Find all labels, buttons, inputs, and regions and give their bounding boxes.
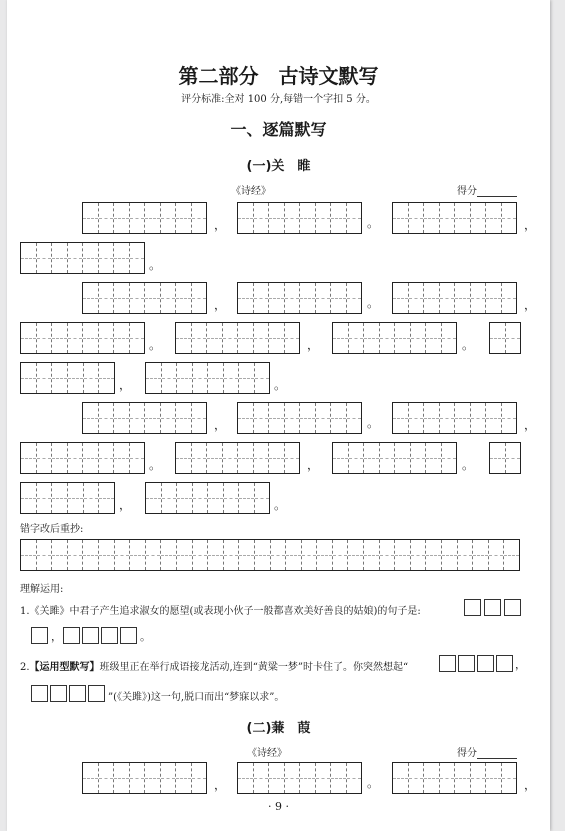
comma: ， (524, 218, 537, 232)
period: 。 (367, 216, 380, 230)
understanding-label: 理解运用: (20, 584, 64, 595)
period: 。 (149, 258, 162, 272)
answer-grid[interactable] (20, 442, 145, 474)
comma: ， (524, 298, 537, 312)
answer-box[interactable] (82, 627, 99, 644)
comma: ， (307, 338, 320, 352)
answer-box[interactable] (31, 627, 48, 644)
poem1-title: (一)关 睢 (246, 159, 311, 174)
answer-grid[interactable] (392, 282, 517, 314)
answer-grid[interactable] (237, 282, 362, 314)
answer-grid[interactable] (82, 402, 207, 434)
period: 。 (274, 378, 287, 392)
comma: ， (214, 778, 227, 792)
poem2-title: (二)蒹 葭 (246, 721, 311, 736)
period: 。 (367, 416, 380, 430)
answer-grid[interactable] (82, 762, 207, 794)
comma: ， (214, 418, 227, 432)
comma: ， (524, 418, 537, 432)
answer-box[interactable] (31, 685, 48, 702)
comma: ， (214, 218, 227, 232)
poem2-score: 得分 (457, 744, 517, 759)
answer-box[interactable] (477, 655, 494, 672)
question-2-cont: ”(《关雎》)这一句,脱口而出“梦寐以求”。 (108, 692, 285, 703)
worksheet-page (7, 0, 550, 831)
answer-box[interactable] (458, 655, 475, 672)
poem1-score: 得分 (457, 182, 517, 197)
answer-grid[interactable] (20, 242, 145, 274)
period: 。 (367, 296, 380, 310)
answer-box[interactable] (504, 599, 521, 616)
part-title: 第二部分 古诗文默写 (178, 64, 379, 88)
period: 。 (149, 458, 162, 472)
answer-grid[interactable] (145, 482, 270, 514)
answer-grid[interactable] (392, 762, 517, 794)
answer-grid[interactable] (489, 442, 521, 474)
comma: ， (51, 630, 62, 643)
period: 。 (462, 458, 475, 472)
period: 。 (274, 498, 287, 512)
period: 。 (462, 338, 475, 352)
answer-box[interactable] (484, 599, 501, 616)
answer-grid[interactable] (392, 202, 517, 234)
question-2: 2.【运用型默写】班级里正在举行成语接龙活动,连到“黄粱一梦”时卡住了。你突然想起“ (20, 662, 409, 673)
answer-box[interactable] (464, 599, 481, 616)
comma: ， (307, 458, 320, 472)
answer-grid[interactable] (175, 442, 300, 474)
answer-grid[interactable] (82, 202, 207, 234)
period: 。 (149, 338, 162, 352)
answer-grid[interactable] (20, 482, 115, 514)
answer-box[interactable] (69, 685, 86, 702)
comma: ， (524, 778, 537, 792)
answer-box[interactable] (496, 655, 513, 672)
answer-grid[interactable] (237, 762, 362, 794)
period: 。 (140, 630, 151, 643)
question-1: 1.《关雎》中君子产生追求淑女的愿望(或表现小伙子一般都喜欢美好善良的姑娘)的句子是: (20, 606, 421, 617)
period: 。 (367, 776, 380, 790)
answer-grid[interactable] (489, 322, 521, 354)
comma: ， (214, 298, 227, 312)
answer-grid[interactable] (20, 362, 115, 394)
section-heading: 一、逐篇默写 (230, 120, 327, 139)
answer-grid[interactable] (237, 202, 362, 234)
scoring-standard: 评分标准:全对 100 分,每错一个字扣 5 分。 (181, 94, 376, 105)
answer-grid[interactable] (332, 442, 457, 474)
comma: ， (119, 498, 132, 512)
comma: ， (119, 378, 132, 392)
answer-grid[interactable] (82, 282, 207, 314)
answer-grid[interactable] (237, 402, 362, 434)
correction-label: 错字改后重抄: (20, 524, 84, 535)
answer-grid[interactable] (175, 322, 300, 354)
comma: ， (515, 658, 526, 671)
answer-box[interactable] (439, 655, 456, 672)
answer-box[interactable] (50, 685, 67, 702)
answer-box[interactable] (63, 627, 80, 644)
answer-grid[interactable] (392, 402, 517, 434)
poem2-source: 《诗经》 (247, 748, 287, 759)
answer-grid[interactable] (20, 322, 145, 354)
poem1-source: 《诗经》 (231, 186, 271, 197)
correction-grid[interactable] (20, 539, 520, 571)
answer-box[interactable] (101, 627, 118, 644)
page-number: · 9 · (268, 800, 289, 813)
answer-box[interactable] (120, 627, 137, 644)
answer-grid[interactable] (332, 322, 457, 354)
answer-grid[interactable] (145, 362, 270, 394)
answer-box[interactable] (88, 685, 105, 702)
